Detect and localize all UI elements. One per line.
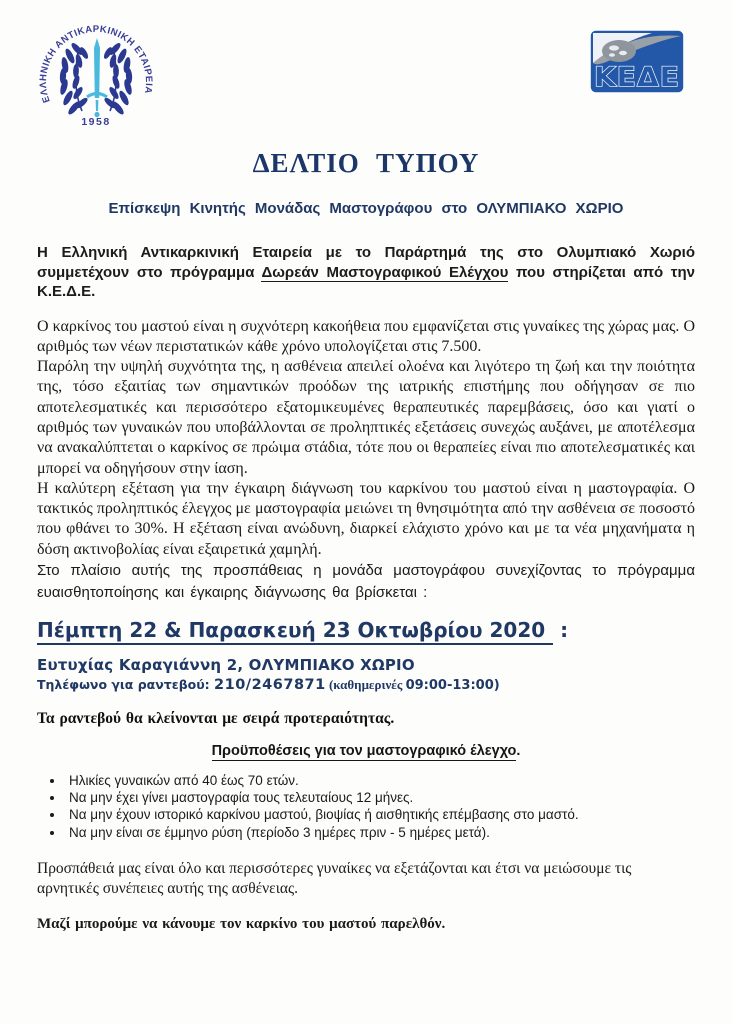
list-item: • Ηλικίες γυναικών από 40 έως 70 ετών.	[65, 772, 695, 789]
phone-number: 210/2467871	[214, 677, 326, 694]
list-item: • Να μην είναι σε έμμηνο ρύση (περίοδο 3 ημέρες πριν - 5 ημέρες μετά).	[65, 824, 695, 841]
kede-logo-text: ΚΕΔΕ	[594, 62, 680, 93]
event-date-heading	[37, 618, 695, 642]
event-dates: Πέμπτη 22 & Παρασκευή 23 Οκτωβρίου 2020	[37, 618, 553, 645]
paragraph-mammography: Η καλύτερη εξέταση για την έγκαιρη διάγνωση του καρκίνου του μαστού είναι η μαστογραφία. Ο τακτικός προληπτικός έλεγχος με μαστογραφία μειώνει τη θνησιμότητα από την ασθένεια σε ποσοστό που φθάνει το 30%. Η εξέταση είναι ανώδυνη, διαρκεί ελάχιστο χρόνο και με τα νέα μηχανήματα η δόση ακτινοβολίας είναι εξαιρετικά χαμηλή.	[37, 479, 695, 558]
page-title: ΔΕΛΤΙΟ ΤΥΠΟΥ	[252, 148, 480, 178]
closing-effort-paragraph: Προσπάθειά μας είναι όλο και περισσότερες γυναίκες να εξετάζονται και έτσι να μειώσουμε τις αρνητικές συνέπειες αυτής της ασθένειας.	[37, 859, 632, 898]
logo-year: 1958	[81, 116, 111, 128]
appointments-note: Τα ραντεβού θα κλείνονται με σειρά προτεραιότητας.	[37, 710, 395, 728]
paragraph-progress: Παρόλη την υψηλή συχνότητα της, η ασθένεια απειλεί ολοένα και λιγότερο τη ζωή και την ποιότητα της, τόσο εξαιτίας των σημαντικών προόδων της ιατρικής επιστήμης που οδήγησαν σε πιο αποτελεσματικές και περισσότερο εξατομικευμένες θεραπευτικές παρεμβάσεις, όσο και γιατί ο αριθμός των γυναικών που υποβάλλονται σε προληπτικές εξετάσεις συνεχώς αυξάνει, με αποτέλεσμα να ανακαλύπτεται ο καρκίνος σε πρώιμα στάδια, τότε που οι θεραπείες είναι πιο αποτελεσματικές και μπορεί να οδηγήσουν στην ίαση.	[37, 358, 695, 477]
closing-slogan: Μαζί μπορούμε να κάνουμε τον καρκίνο του μαστού παρελθόν.	[37, 915, 446, 932]
program-name-underlined: Δωρεάν Μαστογραφικού Ελέγχου	[261, 263, 509, 281]
list-item: • Να μην έχουν ιστορικό καρκίνου μαστού, βιοψίας ή αισθητικής επέμβασης στο μαστό.	[65, 806, 695, 823]
page-subtitle: Επίσκεψη Κινητής Μονάδας Μαστογράφου στο ΟΛΥΜΠΙΑΚΟ ΧΩΡΙΟ	[108, 200, 624, 217]
conditions-heading-text: Προϋποθέσεις για τον μαστογραφικό έλεγχο	[211, 743, 517, 760]
event-address: Ευτυχίας Καραγιάννη 2, ΟΛΥΜΠΙΑΚΟ ΧΩΡΙΟ	[37, 656, 415, 675]
event-date-colon: :	[560, 618, 569, 643]
phone-line	[37, 677, 695, 693]
hours-time: 09:00-13:00)	[405, 678, 500, 694]
paragraph-incidence: Ο καρκίνος του μαστού είναι η συχνότερη κακοήθεια που εμφανίζεται στις γυναίκες της χώρας μας. Ο αριθμός των νέων περιστατικών κάθε χρόνο υπολογίζεται στις 7.500.	[37, 317, 695, 355]
logo-arc-text: ΕΛΛΗΝΙΚΗ ΑΝΤΙΚΑΡΚΙΝΙΚΗ ΕΤΑΙΡΕΙΑ	[37, 23, 155, 105]
phone-label: Τηλέφωνο για ραντεβού:	[37, 677, 215, 693]
intro-text-before: Η Ελληνική Αντικαρκινική Εταιρεία με το Παράρτημά της στο Ολυμπιακό Χωριό συμμετέχουν στο πρόγραμμα	[37, 244, 695, 281]
body-paragraphs	[37, 317, 695, 604]
list-item: • Να μην έχει γίνει μαστογραφία τους τελευταίους 12 μήνες.	[65, 789, 695, 806]
conditions-list	[37, 772, 695, 841]
intro-paragraph	[37, 243, 695, 302]
paragraph-program-location: Στο πλαίσιο αυτής της προσπάθειας η μονάδα μαστογράφου συνεχίζοντας το πρόγραμμα ευαισθητοποίησης και έγκαιρης διάγνωσης θα βρίσκεται :	[37, 562, 695, 601]
intro-text-after: που στηρίζεται από την Κ.Ε.Δ.Ε.	[37, 263, 695, 300]
conditions-heading-period: .	[516, 743, 521, 760]
hours-prefix: (καθημερινές	[325, 677, 406, 693]
conditions-heading	[37, 743, 695, 759]
